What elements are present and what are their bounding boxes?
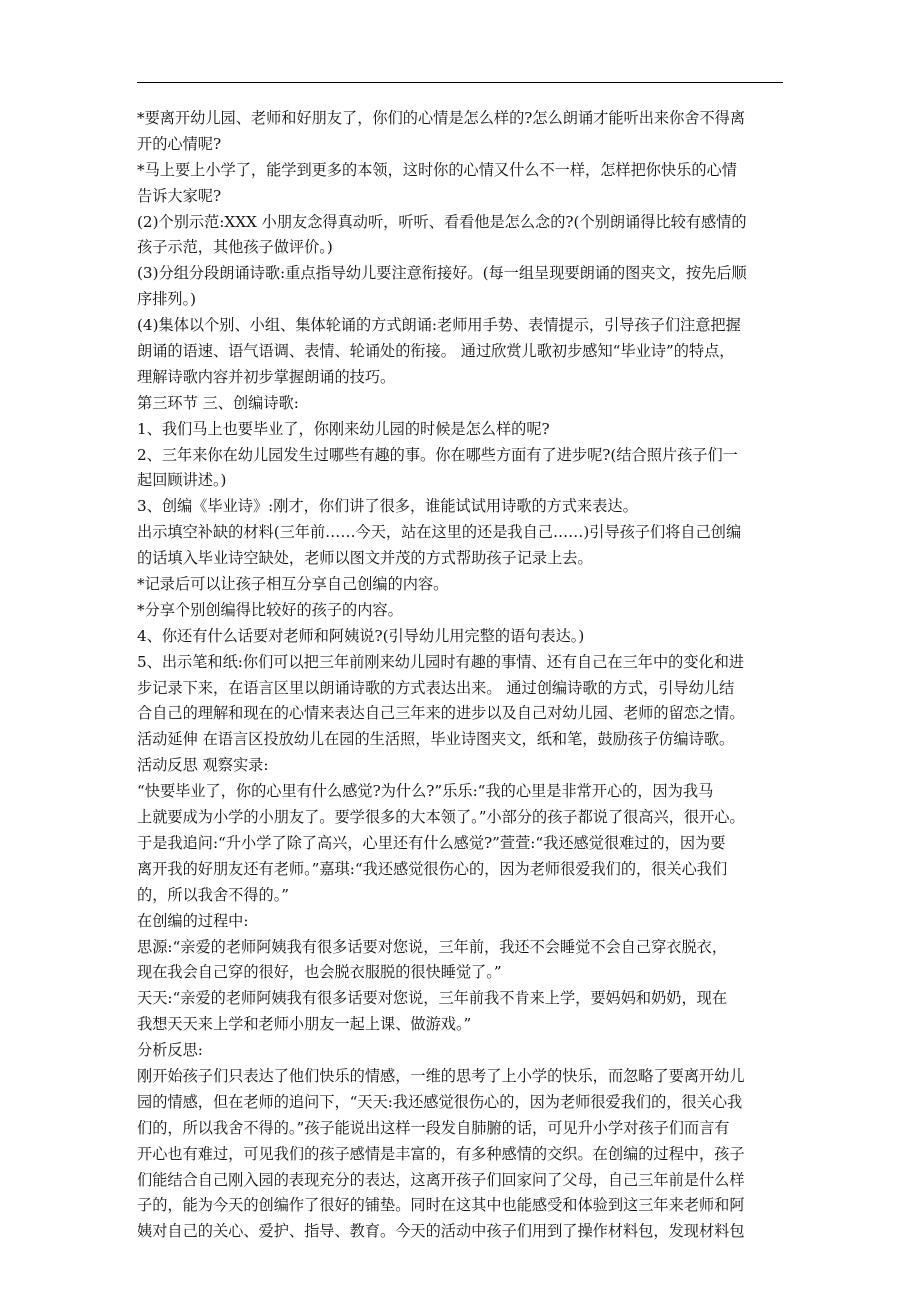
section-heading: 第三环节 三、创编诗歌: xyxy=(137,393,299,412)
section-heading: 活动延伸 在语言区投放幼儿在园的生活照，毕业诗图夹文，纸和笔，鼓励孩子仿编诗歌。 xyxy=(137,730,735,749)
text-line: 现在我会自己穿的很好，也会脱衣服脱的很快睡觉了。” xyxy=(137,963,502,982)
text-line: “快要毕业了，你的心里有什么感觉?为什么?”乐乐:“我的心里是非常开心的，因为我马 xyxy=(137,782,714,801)
text-line: 于是我追问:“升小学了除了高兴，心里还有什么感觉?”萱萱:“我还感觉很难过的，因为要 xyxy=(137,833,726,852)
text-line: 朗诵的语速、语气语调、表情、轮诵处的衔接。 通过欣赏儿歌初步感知“毕业诗”的特点， xyxy=(137,342,735,361)
text-line: 我想天天来上学和老师小朋友一起上课、做游戏。” xyxy=(137,1015,472,1034)
text-line: (4)集体以个别、小组、集体轮诵的方式朗诵:老师用手势、表情提示，引导孩子们注意把握 xyxy=(137,316,741,335)
text-line: (3)分组分段朗诵诗歌:重点指导幼儿要注意衔接好。(每一组呈现要朗诵的图夹文，按先后顺 xyxy=(137,264,747,283)
document-body xyxy=(137,106,787,1245)
text-line: 序排列。) xyxy=(137,290,197,309)
text-line: 合自己的理解和现在的心情来表达自己三年来的进步以及自己对幼儿园、老师的留恋之情。 xyxy=(137,704,745,723)
text-line: 们的，所以我舍不得的。”孩子能说出这样一段发自肺腑的话，可见升小学对孩子们而言有 xyxy=(137,1118,730,1137)
text-line: 起回顾讲述。) xyxy=(137,471,227,490)
text-line: 子的，能为今天的创编作了很好的铺垫。同时在这其中也能感受和体验到这三年来老师和阿 xyxy=(137,1196,745,1215)
text-line: 天天:“亲爱的老师阿姨我有很多话要对您说，三年前我不肯来上学，要妈妈和奶奶，现在 xyxy=(137,989,728,1008)
text-line: 刚开始孩子们只表达了他们快乐的情感，一维的思考了上小学的快乐，而忽略了要离开幼儿 xyxy=(137,1066,745,1085)
text-line: 理解诗歌内容并初步掌握朗诵的技巧。 xyxy=(137,367,396,386)
text-line: 5、出示笔和纸:你们可以把三年前刚来幼儿园时有趣的事情、还有自己在三年中的变化和进 xyxy=(137,652,745,671)
text-line: 孩子示范，其他孩子做评价。) xyxy=(137,238,333,257)
text-line: *马上要上小学了，能学到更多的本领，这时你的心情又什么不一样，怎样把你快乐的心情 xyxy=(137,160,737,179)
section-heading: 在创编的过程中: xyxy=(137,911,249,930)
text-line: 告诉大家呢? xyxy=(137,186,222,205)
text-line: 离开我的好朋友还有老师。”嘉琪:“我还感觉很伤心的，因为老师很爱我们的，很关心我们 xyxy=(137,859,728,878)
section-heading: 分析反思: xyxy=(137,1041,203,1060)
text-line: 2、三年来你在幼儿园发生过哪些有趣的事。你在哪些方面有了进步呢?(结合照片孩子们一 xyxy=(137,445,738,464)
text-line: 上就要成为小学的小朋友了。要学很多的大本领了。”小部分的孩子都说了很高兴，很开心。 xyxy=(137,808,745,827)
text-line: *记录后可以让孩子相互分享自己创编的内容。 xyxy=(137,575,449,594)
text-line: *分享个别创编得比较好的孩子的内容。 xyxy=(137,600,403,619)
text-line: 的，所以我舍不得的。” xyxy=(137,885,290,904)
text-line: 思源:“亲爱的老师阿姨我有很多话要对您说，三年前，我还不会睡觉不会自己穿衣脱衣， xyxy=(137,937,728,956)
text-line: 3、创编《毕业诗》:刚才，你们讲了很多，谁能试试用诗歌的方式来表达。 xyxy=(137,497,638,516)
header-rule xyxy=(137,82,783,83)
text-line: 的话填入毕业诗空缺处，老师以图文并茂的方式帮助孩子记录上去。 xyxy=(137,549,593,568)
text-line: 1、我们马上也要毕业了，你刚来幼儿园的时候是怎么样的呢? xyxy=(137,419,550,438)
text-line: 步记录下来，在语言区里以朗诵诗歌的方式表达出来。 通过创编诗歌的方式，引导幼儿结 xyxy=(137,678,735,697)
section-heading: 活动反思 观察实录: xyxy=(137,756,269,775)
text-line: 开心也有难过，可见我们的孩子感情是丰富的，有多种感情的交织。在创编的过程中，孩子 xyxy=(137,1144,745,1163)
text-line: 4、你还有什么话要对老师和阿姨说?(引导幼儿用完整的语句表达。) xyxy=(137,626,585,645)
text-line: 姨对自己的关心、爱护、指导、教育。今天的活动中孩子们用到了操作材料包，发现材料包 xyxy=(137,1222,745,1241)
text-line: *要离开幼儿园、老师和好朋友了，你们的心情是怎么样的?怎么朗诵才能听出来你舍不得离 xyxy=(137,109,746,127)
text-line: 们能结合自己刚入园的表现充分的表达，这离开孩子们回家问了父母，自己三年前是什么样 xyxy=(137,1170,745,1189)
text-line: 园的情感，但在老师的追问下，“天天:我还感觉很伤心的，因为老师很爱我们的，很关心我 xyxy=(137,1092,743,1111)
text-line: 开的心情呢? xyxy=(137,134,222,153)
text-line: 出示填空补缺的材料(三年前……今天，站在这里的还是我自己……)引导孩子们将自己创编 xyxy=(137,523,742,542)
text-line: (2)个别示范:XXX 小朋友念得真动听，听听、看看他是怎么念的?(个别朗诵得比较有感情的 xyxy=(137,212,747,231)
